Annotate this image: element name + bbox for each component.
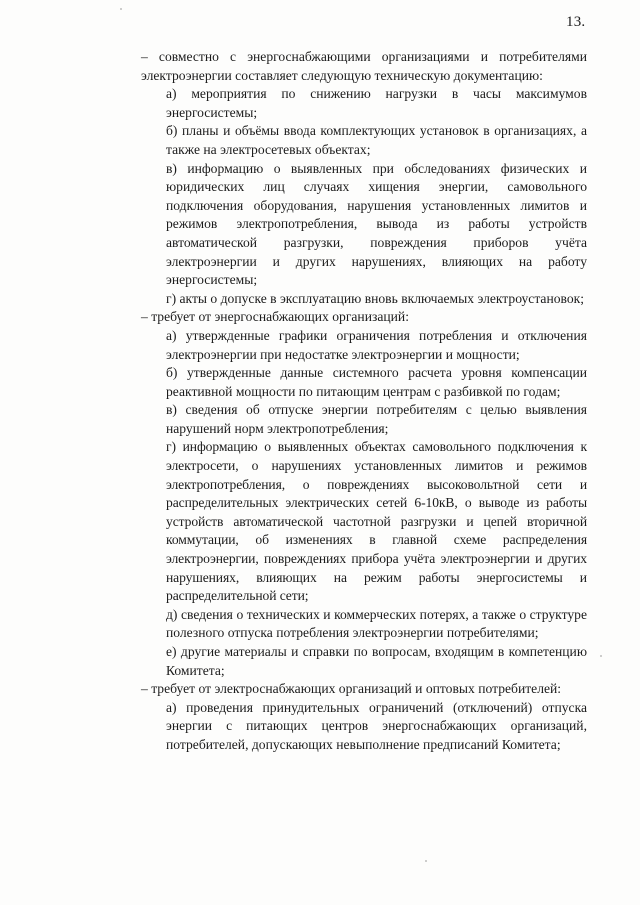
list-item-c-violations-info: в) информацию о выявленных при обследованиях физических и юридических лиц случаях хищения энергии, самовольного подключения оборудования, нарушения установленных лимитов и режимов электропотребления, вывода из работы устройств автоматической разгрузки, повреждения приборов учёта электроэнергии и других нарушениях, влияющих на работу энергосистемы; [166,160,587,288]
paragraph-requires-from-wholesale: – требует от электроснабжающих организаций и оптовых потребителей: [141,681,562,697]
paragraph-requires-from-suppliers: – требует от энергоснабжающих организаций: [141,309,409,325]
list-item-a-approved-schedules: а) утвержденные графики ограничения потребления и отключения электроэнергии при недостатке электроэнергии и мощности; [166,327,587,362]
list-item-e-losses-info: д) сведения о технических и коммерческих потерях, а также о структуре полезного отпуска потребления электроэнергии потребителями; [166,606,587,641]
paragraph-joint-documentation: – совместно с энергоснабжающими организациями и потребителями электроэнергии составляет следующую техническую документацию: [141,49,587,83]
list-item-d-unauthorized-connections: г) информацию о выявленных объектах самовольного подключения к электросети, о нарушениях установленных лимитов и режимов электропотребления, о повреждениях высоковольтной сети и распределительных электрических сетей 6-10кВ, о выводе из работы устройств автоматической частотной разгрузки и цепей вторичной коммутации, об изменениях в главной схеме распределения электроэнергии, повреждениях прибора учёта электроэнергии и других нарушениях, влияющих на режим работы энергосистемы и распределительной сети; [166,439,587,604]
list-item-c-energy-supply-info: в) сведения об отпуске энергии потребителям с целью выявления нарушений норм электропотребления; [166,402,587,436]
page-number: 13. [566,14,586,30]
scan-speck [600,655,602,657]
list-item-b-commissioning-plans: б) планы и объёмы ввода комплектующих установок в организациях, а также на электросетевых объектах; [166,123,587,157]
list-item-a-load-reduction: а) мероприятия по снижению нагрузки в часы максимумов энергосистемы; [166,86,587,120]
list-item-d-admission-acts: г) акты о допуске в эксплуатацию вновь включаемых электроустановок; [166,290,585,306]
list-item-f-other-materials: е) другие материалы и справки по вопросам, входящим в компетенцию Комитета; [166,644,587,678]
scan-speck [120,8,122,10]
list-item-a-forced-restrictions: а) проведения принудительных ограничений (отключений) отпуска энергии с питающих центров энергоснабжающих организаций, потребителей, допускающих невыполнение предписаний Комитета; [166,699,587,752]
list-item-b-reactive-power-data: б) утвержденные данные системного расчета уровня компенсации реактивной мощности по питающим центрам с разбивкой по годам; [166,365,587,399]
document-body [141,48,587,755]
scan-speck [425,860,427,862]
